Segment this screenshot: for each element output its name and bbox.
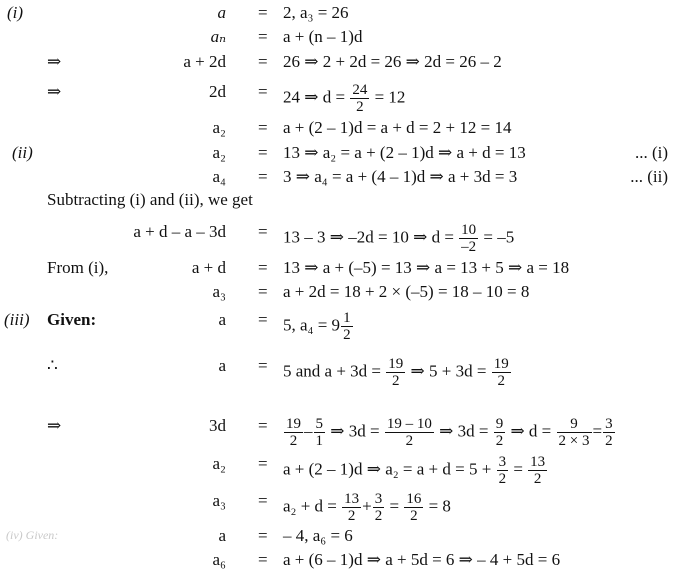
equals-sign: = (258, 282, 268, 301)
lhs: a + 2d (183, 52, 226, 71)
fraction: $\frac{9}{2 \times 3}$ (558, 416, 590, 449)
equals-sign: = (258, 222, 268, 241)
therefore-symbol: ∴ (47, 356, 58, 375)
given-label: Given: (47, 310, 97, 329)
line-10 (0, 258, 676, 282)
equation-tag: ... (ii) (630, 167, 668, 186)
equals-sign: = (258, 82, 268, 101)
lhs: a (218, 526, 226, 545)
rhs: 13 ⇒ a₂ = a + (2 – 1)d ⇒ a + d = 13 (283, 143, 526, 162)
part-label-ii: (ii) (12, 143, 33, 162)
rhs: a + (2 – 1)d = a + d = 2 + 12 = 14 (283, 118, 512, 137)
equals-sign: = (258, 550, 268, 569)
line-14 (0, 416, 676, 449)
line-5 (0, 118, 676, 142)
equals-sign: = (258, 310, 268, 329)
line-6 (0, 143, 676, 167)
line-15 (0, 454, 676, 487)
lhs: a₂ (212, 454, 226, 473)
equals-sign: = (258, 258, 268, 277)
rhs: 5 and a + 3d = $\frac{19}{2}$ ⇒ 5 + 3d = $\frac{19}{2}$ (283, 356, 509, 389)
equals-sign: = (258, 118, 268, 137)
equals-sign: = (258, 52, 268, 71)
fraction: $\frac{9}{2}$ (495, 416, 504, 449)
equals-sign: = (258, 356, 268, 375)
rhs: 13 – 3 ⇒ –2d = 10 ⇒ d = $\frac{10}{-2}$ = –5 (283, 222, 515, 255)
lhs: a₂ (212, 118, 226, 137)
lhs: a (218, 356, 226, 375)
rhs: a + (2 – 1)d ⇒ a₂ = a + d = 5 + $\frac{3}{2}$ = $\frac{13}{2}$ (283, 454, 546, 487)
line-3 (0, 52, 676, 76)
rhs: a + 2d = 18 + 2 × (–5) = 18 – 10 = 8 (283, 282, 530, 301)
fraction: $\frac{19}{2}$ (493, 356, 509, 389)
equals-sign: = (258, 167, 268, 186)
part-label-i: (i) (7, 3, 24, 22)
line-11 (0, 282, 676, 306)
lhs: a₆ (212, 550, 226, 569)
line-8 (0, 190, 676, 214)
equals-sign: = (258, 143, 268, 162)
equation-tag: ... (i) (634, 143, 668, 162)
line-18 (0, 550, 676, 574)
lhs: a (218, 310, 226, 329)
rhs: $\frac{19}{2}$ – $\frac{5}{1}$ ⇒ 3d = $\frac{19 - 10}{2}$ ⇒ 3d = $\frac{9}{2}$ ⇒ d = $\frac{9}{2 \times 3}$ = $\frac{3}{2}$ (286, 416, 613, 449)
line-12 (0, 310, 676, 343)
lhs: a + d (191, 258, 226, 277)
fraction: $\frac{16}{2}$ (406, 491, 422, 524)
lhs: a + d – a – 3d (133, 222, 226, 241)
fraction: $\frac{13}{2}$ (344, 491, 360, 524)
fraction: $\frac{19 - 10}{2}$ (386, 416, 432, 449)
part-label-iii: (iii) (4, 310, 30, 329)
lhs: 2d (209, 82, 226, 101)
lhs: a₂ (212, 143, 226, 162)
equals-sign: = (258, 3, 268, 22)
fraction: $\frac{3}{2}$ (374, 491, 383, 524)
rhs: a + (6 – 1)d ⇒ a + 5d = 6 ⇒ – 4 + 5d = 6 (283, 550, 561, 569)
fraction: $\frac{3}{2}$ (498, 454, 507, 487)
fraction: $\frac{13}{2}$ (530, 454, 546, 487)
rhs: 5, a₄ = 9 $\frac{1}{2}$ (283, 310, 351, 343)
rhs: a₂ + d = $\frac{13}{2}$ + $\frac{3}{2}$ = $\frac{16}{2}$ = 8 (283, 491, 451, 524)
prefix-text: From (i), (47, 258, 109, 277)
equals-sign: = (258, 454, 268, 473)
fraction: $\frac{10}{-2}$ (461, 222, 477, 255)
lhs: a₄ (212, 167, 226, 186)
lhs: 3d (209, 416, 226, 435)
implies-arrow: ⇒ (47, 82, 62, 101)
fraction: $\frac{24}{2}$ (352, 82, 368, 115)
equals-sign: = (258, 416, 268, 435)
rhs: – 4, a₆ = 6 (283, 526, 353, 545)
equals-sign: = (258, 526, 268, 545)
rhs: a + (n – 1)d (283, 27, 363, 46)
implies-arrow: ⇒ (47, 416, 62, 435)
lhs: a₃ (212, 282, 226, 301)
line-4 (0, 82, 676, 115)
line-17 (0, 526, 676, 550)
statement-text: Subtracting (i) and (ii), we get (47, 190, 253, 209)
equals-sign: = (258, 491, 268, 510)
rhs: 26 ⇒ 2 + 2d = 26 ⇒ 2d = 26 – 2 (283, 52, 502, 71)
line-7 (0, 167, 676, 191)
part-label-iv: (iv) Given: (6, 528, 59, 542)
line-1 (0, 3, 676, 27)
fraction: $\frac{19}{2}$ (388, 356, 404, 389)
fraction: $\frac{1}{2}$ (343, 310, 351, 343)
fraction: $\frac{5}{1}$ (315, 416, 323, 449)
fraction: $\frac{3}{2}$ (605, 416, 613, 449)
equals-sign: = (258, 27, 268, 46)
line-16 (0, 491, 676, 524)
rhs: 13 ⇒ a + (–5) = 13 ⇒ a = 13 + 5 ⇒ a = 18 (283, 258, 570, 277)
rhs: 2, a₃ = 26 (283, 3, 349, 22)
lhs: a₃ (212, 491, 226, 510)
line-13 (0, 356, 676, 389)
rhs: 24 ⇒ d = $\frac{24}{2}$ = 12 (283, 82, 406, 115)
lhs: a (217, 3, 226, 22)
rhs: 3 ⇒ a₄ = a + (4 – 1)d ⇒ a + 3d = 3 (283, 167, 518, 186)
line-2 (0, 27, 676, 51)
line-9 (0, 222, 676, 255)
implies-arrow: ⇒ (47, 52, 62, 71)
lhs: aₙ (210, 27, 226, 46)
fraction: $\frac{19}{2}$ (286, 416, 301, 449)
